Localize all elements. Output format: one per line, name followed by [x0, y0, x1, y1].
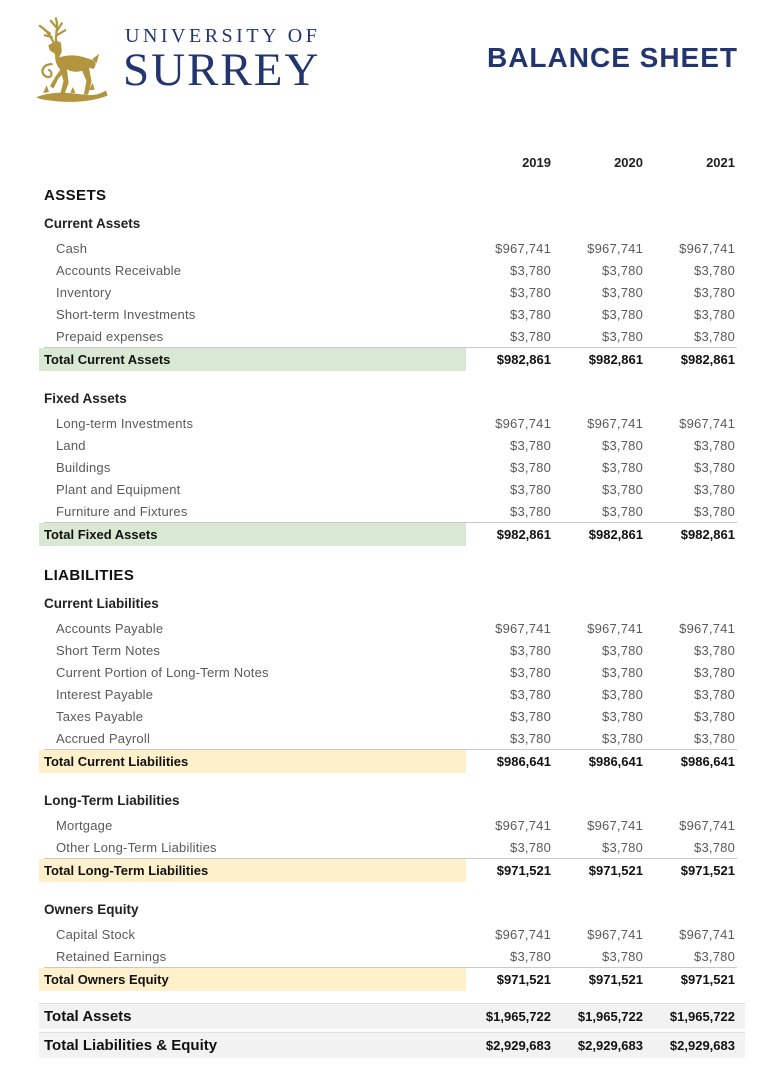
group-total-row	[44, 347, 737, 371]
item-row	[44, 303, 737, 325]
balance-sheet-table	[44, 150, 737, 1061]
grand-total-value-2021: $1,965,722	[669, 1009, 735, 1024]
item-label: Retained Earnings	[56, 948, 167, 964]
item-value-2021: $3,780	[694, 686, 735, 702]
item-label: Capital Stock	[56, 926, 136, 942]
group-total-label: Total Current Assets	[39, 348, 466, 371]
group-total-value-2021: $986,641	[680, 754, 735, 769]
group-total-value-2019: $982,861	[496, 352, 551, 367]
item-row	[44, 923, 737, 945]
item-value-2021: $3,780	[694, 437, 735, 453]
group-total-value-2019: $986,641	[496, 754, 551, 769]
item-value-2019: $3,780	[510, 459, 551, 475]
group-total-label: Total Fixed Assets	[39, 523, 466, 546]
item-value-2020: $3,780	[602, 328, 643, 344]
item-value-2020: $3,780	[602, 730, 643, 746]
item-label: Short Term Notes	[56, 642, 161, 658]
section-heading-label: LIABILITIES	[44, 566, 135, 584]
group-gap	[44, 773, 737, 787]
university-logo	[33, 14, 320, 104]
group-total-value-2020: $982,861	[588, 527, 643, 542]
item-value-2020: $3,780	[602, 839, 643, 855]
item-row	[44, 705, 737, 727]
grand-total-row	[39, 1032, 745, 1058]
group-name-row	[44, 896, 737, 923]
item-row	[44, 639, 737, 661]
group-name-label: Current Liabilities	[44, 596, 159, 611]
group-name-row	[44, 787, 737, 814]
item-value-2021: $3,780	[694, 664, 735, 680]
item-value-2019: $3,780	[510, 708, 551, 724]
item-label: Cash	[56, 240, 88, 256]
item-value-2019: $3,780	[510, 839, 551, 855]
item-value-2020: $967,741	[587, 415, 643, 431]
section-heading-row	[44, 560, 737, 590]
group-total-value-2019: $971,521	[496, 863, 551, 878]
group-total-value-2021: $971,521	[680, 863, 735, 878]
group-total-label: Total Current Liabilities	[39, 750, 466, 773]
item-value-2021: $3,780	[694, 459, 735, 475]
group-total-value-2020: $971,521	[588, 863, 643, 878]
group-name-row	[44, 210, 737, 237]
group-total-row	[44, 858, 737, 882]
item-value-2020: $967,741	[587, 620, 643, 636]
item-value-2021: $3,780	[694, 839, 735, 855]
section-gap	[44, 546, 737, 560]
year-header-row	[44, 150, 737, 174]
item-value-2019: $3,780	[510, 284, 551, 300]
group-name-label: Long-Term Liabilities	[44, 793, 180, 808]
year-header-2021: 2021	[706, 154, 735, 170]
item-row	[44, 945, 737, 967]
item-value-2021: $967,741	[679, 240, 735, 256]
header	[0, 0, 768, 104]
item-row	[44, 237, 737, 259]
group-total-row	[44, 749, 737, 773]
item-label: Taxes Payable	[56, 708, 144, 724]
item-row	[44, 412, 737, 434]
section-heading-label: ASSETS	[44, 186, 107, 204]
group-total-value-2020: $986,641	[588, 754, 643, 769]
item-value-2020: $3,780	[602, 459, 643, 475]
item-value-2021: $3,780	[694, 262, 735, 278]
item-row	[44, 661, 737, 683]
item-label: Current Portion of Long-Term Notes	[56, 664, 269, 680]
item-value-2021: $967,741	[679, 620, 735, 636]
group-total-value-2019: $982,861	[496, 527, 551, 542]
item-value-2019: $967,741	[495, 817, 551, 833]
item-value-2020: $967,741	[587, 926, 643, 942]
group-name-label: Fixed Assets	[44, 391, 127, 406]
group-total-value-2020: $971,521	[588, 972, 643, 987]
item-label: Other Long-Term Liabilities	[56, 839, 217, 855]
year-header-2019: 2019	[522, 154, 551, 170]
item-value-2020: $3,780	[602, 642, 643, 658]
item-value-2020: $3,780	[602, 686, 643, 702]
stag-icon	[33, 14, 111, 104]
university-wordmark	[123, 25, 320, 94]
item-value-2019: $3,780	[510, 686, 551, 702]
grand-total-value-2019: $2,929,683	[485, 1038, 551, 1053]
item-label: Furniture and Fixtures	[56, 503, 188, 519]
table-body	[44, 180, 737, 991]
item-row	[44, 281, 737, 303]
grand-total-row	[39, 1003, 745, 1029]
item-value-2021: $3,780	[694, 481, 735, 497]
grand-total-value-2021: $2,929,683	[669, 1038, 735, 1053]
group-name-label: Owners Equity	[44, 902, 139, 917]
wordmark-line2: SURREY	[123, 43, 321, 96]
group-total-value-2021: $971,521	[680, 972, 735, 987]
year-header-2020: 2020	[614, 154, 643, 170]
item-value-2019: $3,780	[510, 642, 551, 658]
item-label: Long-term Investments	[56, 415, 194, 431]
item-label: Prepaid expenses	[56, 328, 164, 344]
group-gap	[44, 371, 737, 385]
item-value-2021: $3,780	[694, 284, 735, 300]
item-row	[44, 325, 737, 347]
group-gap	[44, 882, 737, 896]
item-row	[44, 617, 737, 639]
item-label: Plant and Equipment	[56, 481, 181, 497]
item-row	[44, 500, 737, 522]
group-total-value-2020: $982,861	[588, 352, 643, 367]
grand-total-value-2020: $2,929,683	[577, 1038, 643, 1053]
group-name-row	[44, 385, 737, 412]
item-value-2021: $3,780	[694, 328, 735, 344]
item-label: Buildings	[56, 459, 111, 475]
group-total-row	[44, 522, 737, 546]
item-label: Inventory	[56, 284, 112, 300]
item-row	[44, 478, 737, 500]
item-value-2019: $3,780	[510, 262, 551, 278]
group-total-value-2021: $982,861	[680, 352, 735, 367]
item-row	[44, 836, 737, 858]
group-total-label: Total Long-Term Liabilities	[39, 859, 466, 882]
item-value-2021: $3,780	[694, 948, 735, 964]
item-value-2019: $3,780	[510, 437, 551, 453]
item-value-2019: $967,741	[495, 415, 551, 431]
item-value-2019: $3,780	[510, 503, 551, 519]
item-value-2020: $967,741	[587, 817, 643, 833]
item-value-2021: $3,780	[694, 642, 735, 658]
item-label: Accrued Payroll	[56, 730, 151, 746]
item-value-2020: $3,780	[602, 481, 643, 497]
item-value-2020: $3,780	[602, 306, 643, 322]
item-value-2020: $3,780	[602, 664, 643, 680]
item-value-2020: $3,780	[602, 948, 643, 964]
page-title: BALANCE SHEET	[486, 42, 738, 73]
group-total-value-2021: $982,861	[680, 527, 735, 542]
item-value-2019: $967,741	[495, 240, 551, 256]
group-name-row	[44, 590, 737, 617]
item-value-2021: $3,780	[694, 503, 735, 519]
item-value-2021: $967,741	[679, 817, 735, 833]
item-value-2020: $3,780	[602, 708, 643, 724]
item-value-2019: $3,780	[510, 328, 551, 344]
item-value-2019: $967,741	[495, 926, 551, 942]
group-total-label: Total Owners Equity	[39, 968, 466, 991]
item-value-2021: $967,741	[679, 926, 735, 942]
item-value-2019: $3,780	[510, 664, 551, 680]
item-value-2020: $967,741	[587, 240, 643, 256]
item-value-2021: $967,741	[679, 415, 735, 431]
grand-total-label: Total Assets	[44, 1008, 132, 1025]
item-value-2021: $3,780	[694, 730, 735, 746]
item-label: Land	[56, 437, 86, 453]
item-value-2019: $3,780	[510, 730, 551, 746]
item-value-2019: $3,780	[510, 948, 551, 964]
item-row	[44, 259, 737, 281]
group-name-label: Current Assets	[44, 216, 141, 231]
group-total-value-2019: $971,521	[496, 972, 551, 987]
grand-total-value-2020: $1,965,722	[577, 1009, 643, 1024]
item-value-2020: $3,780	[602, 284, 643, 300]
grand-total-value-2019: $1,965,722	[485, 1009, 551, 1024]
item-row	[44, 683, 737, 705]
item-value-2020: $3,780	[602, 437, 643, 453]
grand-totals	[44, 1003, 737, 1058]
grand-total-label: Total Liabilities & Equity	[44, 1037, 218, 1054]
item-row	[44, 727, 737, 749]
group-total-row	[44, 967, 737, 991]
item-label: Accounts Receivable	[56, 262, 182, 278]
item-value-2020: $3,780	[602, 503, 643, 519]
item-value-2021: $3,780	[694, 306, 735, 322]
item-label: Short-term Investments	[56, 306, 196, 322]
item-row	[44, 814, 737, 836]
item-row	[44, 456, 737, 478]
item-row	[44, 434, 737, 456]
item-label: Accounts Payable	[56, 620, 164, 636]
item-value-2019: $3,780	[510, 306, 551, 322]
section-heading-row	[44, 180, 737, 210]
wordmark-line1: UNIVERSITY OF	[125, 24, 321, 47]
item-value-2020: $3,780	[602, 262, 643, 278]
item-label: Interest Payable	[56, 686, 154, 702]
year-header-spacer	[44, 150, 458, 174]
item-value-2019: $3,780	[510, 481, 551, 497]
item-label: Mortgage	[56, 817, 113, 833]
item-value-2021: $3,780	[694, 708, 735, 724]
item-value-2019: $967,741	[495, 620, 551, 636]
